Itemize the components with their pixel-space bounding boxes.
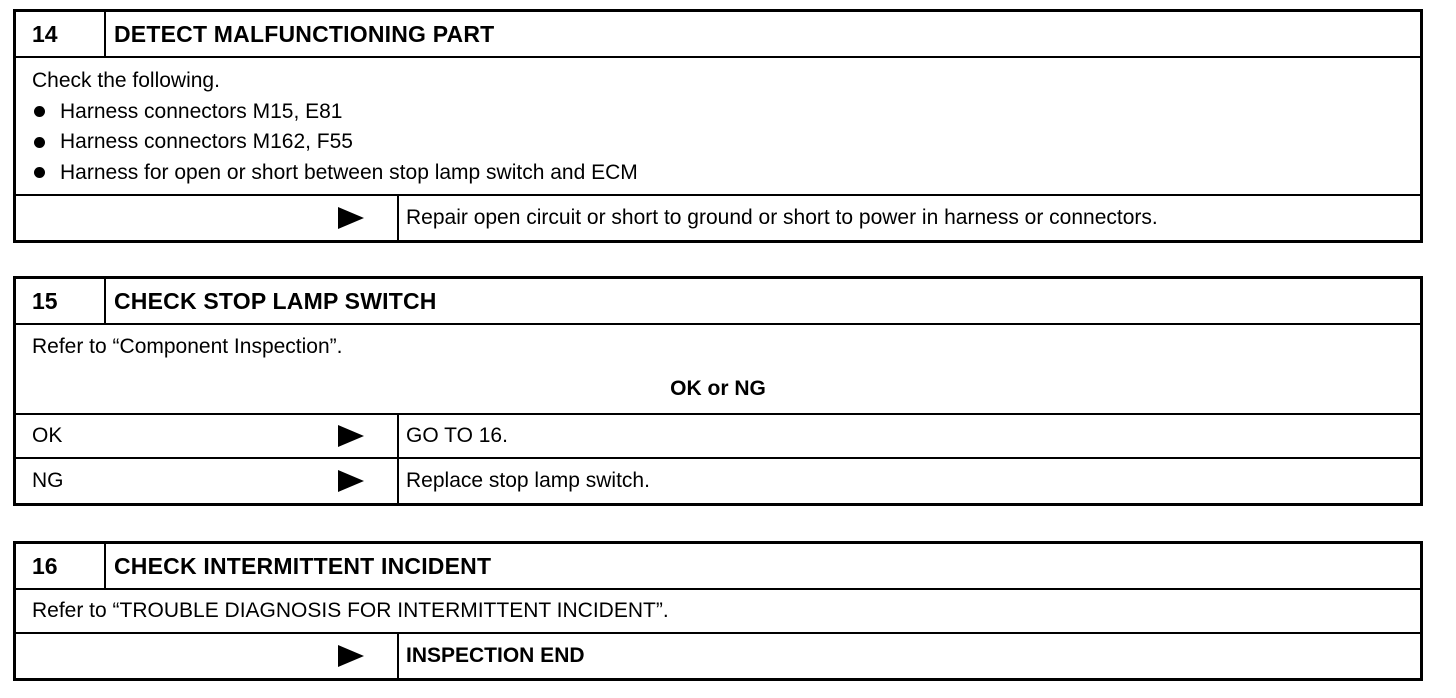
right-triangle-arrow-icon [338, 207, 364, 229]
step-header [16, 544, 1420, 590]
step-intro: Refer to “TROUBLE DIAGNOSIS FOR INTERMITTENT INCIDENT”. [32, 599, 669, 622]
result-row-ok [16, 415, 1420, 459]
result-label-text: NG [32, 469, 64, 492]
list-item-text: Harness for open or short between stop lamp switch and ECM [60, 160, 638, 184]
step-number: 14 [16, 12, 106, 56]
step-title: DETECT MALFUNCTIONING PART [114, 20, 495, 47]
step-intro: Refer to “Component Inspection”. [32, 335, 343, 358]
step-title: CHECK INTERMITTENT INCIDENT [114, 552, 492, 579]
result-label [16, 196, 399, 240]
step-number: 16 [16, 544, 106, 588]
step-header [16, 12, 1420, 58]
step-body [16, 590, 1420, 634]
result-action: INSPECTION END [406, 644, 585, 667]
result-action: GO TO 16. [406, 424, 508, 447]
step-15-box [13, 276, 1423, 506]
bullet-dot-icon [34, 106, 45, 117]
step-14-box [13, 9, 1423, 243]
result-row-ng [16, 459, 1420, 503]
result-label [16, 459, 399, 503]
step-header [16, 279, 1420, 325]
result-row [16, 196, 1420, 240]
step-number: 15 [16, 279, 106, 323]
step-title: CHECK STOP LAMP SWITCH [114, 287, 437, 314]
right-triangle-arrow-icon [338, 470, 364, 492]
step-16-box [13, 541, 1423, 681]
step-body [16, 58, 1420, 196]
result-label-text: OK [32, 424, 63, 447]
step-intro: Check the following. [32, 69, 220, 92]
result-label [16, 634, 399, 678]
list-item [32, 127, 1404, 158]
result-row [16, 634, 1420, 678]
right-triangle-arrow-icon [338, 425, 364, 447]
right-triangle-arrow-icon [338, 645, 364, 667]
bullet-dot-icon [34, 167, 45, 178]
list-item-text: Harness connectors M162, F55 [60, 130, 353, 153]
result-action: Repair open circuit or short to ground or short to power in harness or connectors. [406, 206, 1158, 229]
step-body [16, 325, 1420, 415]
list-item-text: Harness connectors M15, E81 [60, 99, 343, 123]
list-item [32, 97, 1404, 128]
result-action: Replace stop lamp switch. [406, 469, 650, 492]
list-item [32, 158, 1404, 189]
ok-ng-question: OK or NG [670, 377, 766, 400]
bullet-dot-icon [34, 137, 45, 148]
result-label [16, 415, 399, 457]
